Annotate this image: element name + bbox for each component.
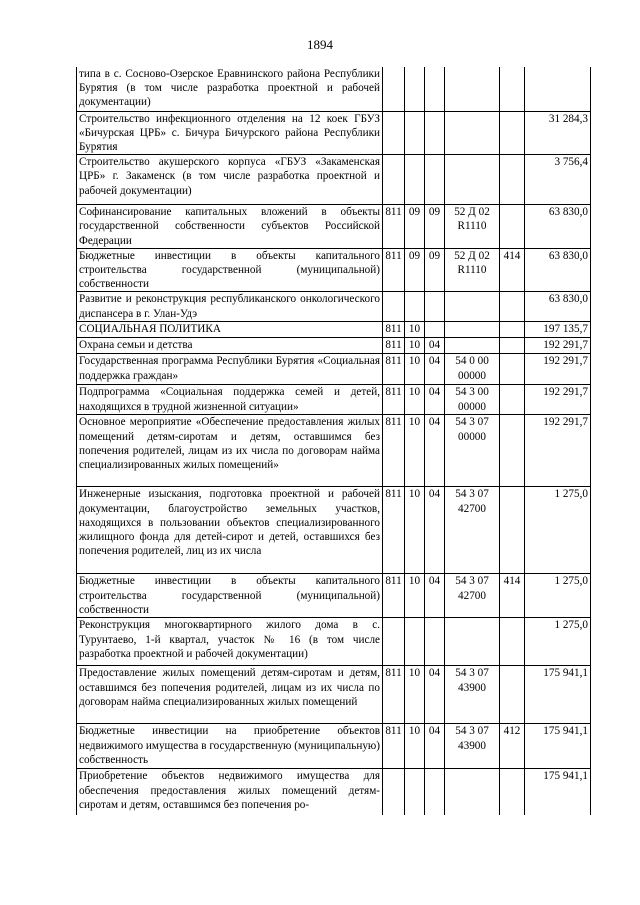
- cell-ministry: 811: [383, 415, 405, 487]
- cell-name: Реконструкция многоквартирного жилого дома в с. Турунтаево, 1-й квартал, участок № 16 (в том числе разработка проектной и рабочей документации): [77, 618, 383, 666]
- cell-target: [445, 338, 500, 354]
- cell-section: 10: [405, 385, 425, 415]
- cell-section: [405, 111, 425, 155]
- cell-target: [445, 292, 500, 322]
- table-row: [77, 292, 591, 322]
- cell-target: [445, 618, 500, 666]
- cell-target: 54 0 00 00000: [445, 354, 500, 385]
- cell-ministry: [383, 769, 405, 815]
- cell-section: 10: [405, 724, 425, 769]
- cell-subsection: [425, 322, 445, 338]
- cell-target: [445, 67, 500, 111]
- cell-target: [445, 769, 500, 815]
- cell-ministry: [383, 67, 405, 111]
- cell-expense-type: [500, 487, 525, 574]
- cell-expense-type: [500, 666, 525, 724]
- cell-ministry: 811: [383, 487, 405, 574]
- budget-table-body: [77, 67, 591, 815]
- cell-subsection: 04: [425, 724, 445, 769]
- cell-amount: 1 275,0: [525, 574, 591, 618]
- cell-ministry: [383, 618, 405, 666]
- cell-ministry: 811: [383, 338, 405, 354]
- cell-subsection: [425, 618, 445, 666]
- cell-ministry: 811: [383, 666, 405, 724]
- cell-target: [445, 322, 500, 338]
- cell-name: Государственная программа Республики Бурятия «Социальная поддержка граждан»: [77, 354, 383, 385]
- table-row: [77, 248, 591, 292]
- cell-amount: 175 941,1: [525, 666, 591, 724]
- cell-subsection: 09: [425, 248, 445, 292]
- cell-target: 52 Д 02 R1110: [445, 248, 500, 292]
- cell-subsection: 09: [425, 205, 445, 249]
- cell-name: Основное мероприятие «Обеспечение предоставления жилых помещений детям-сиротам и детям, оставшимся без попечения родителей, лицам из их числа по договорам найма специализированных жилых помещений»: [77, 415, 383, 487]
- cell-amount: 175 941,1: [525, 769, 591, 815]
- cell-ministry: 811: [383, 205, 405, 249]
- table-row: [77, 769, 591, 815]
- cell-target: 54 3 07 00000: [445, 415, 500, 487]
- cell-name: Охрана семьи и детства: [77, 338, 383, 354]
- cell-subsection: 04: [425, 487, 445, 574]
- cell-subsection: 04: [425, 354, 445, 385]
- cell-target: [445, 111, 500, 155]
- cell-name: Бюджетные инвестиции на приобретение объектов недвижимого имущества в государственную (муниципальную) собственность: [77, 724, 383, 769]
- cell-amount: 1 275,0: [525, 487, 591, 574]
- cell-name: типа в с. Сосново-Озерское Еравнинского района Республики Бурятия (в том числе разработка проектной и рабочей документации): [77, 67, 383, 111]
- table-row: [77, 724, 591, 769]
- cell-amount: 63 830,0: [525, 205, 591, 249]
- cell-subsection: 04: [425, 666, 445, 724]
- cell-target: [445, 155, 500, 205]
- cell-section: 10: [405, 487, 425, 574]
- cell-expense-type: [500, 67, 525, 111]
- cell-name: Бюджетные инвестиции в объекты капитального строительства государственной (муниципальной) собственности: [77, 574, 383, 618]
- budget-table: [76, 67, 591, 815]
- cell-section: 09: [405, 248, 425, 292]
- cell-expense-type: [500, 322, 525, 338]
- cell-subsection: [425, 769, 445, 815]
- cell-target: 54 3 00 00000: [445, 385, 500, 415]
- cell-name: Подпрограмма «Социальная поддержка семей и детей, находящихся в трудной жизненной ситуации»: [77, 385, 383, 415]
- table-row: [77, 354, 591, 385]
- cell-expense-type: [500, 415, 525, 487]
- cell-name: Развитие и реконструкция республиканского онкологического диспансера в г. Улан-Удэ: [77, 292, 383, 322]
- cell-ministry: [383, 292, 405, 322]
- cell-amount: 3 756,4: [525, 155, 591, 205]
- cell-amount: 1 275,0: [525, 618, 591, 666]
- table-row: [77, 415, 591, 487]
- cell-section: [405, 67, 425, 111]
- cell-amount: 63 830,0: [525, 292, 591, 322]
- cell-section: [405, 292, 425, 322]
- cell-ministry: 811: [383, 354, 405, 385]
- cell-ministry: 811: [383, 322, 405, 338]
- cell-section: [405, 769, 425, 815]
- page-number: 1894: [307, 37, 333, 52]
- table-row: [77, 322, 591, 338]
- cell-name: Инженерные изыскания, подготовка проектной и рабочей документации, благоустройство земельных участков, находящихся в пользовании объектов специализированного жилищного фонда для детей-сирот и детей, оставшихся без попечения родителей, лиц из их числа: [77, 487, 383, 574]
- cell-amount: [525, 67, 591, 111]
- cell-amount: 192 291,7: [525, 385, 591, 415]
- table-row: [77, 385, 591, 415]
- cell-expense-type: [500, 205, 525, 249]
- cell-subsection: [425, 155, 445, 205]
- cell-name: СОЦИАЛЬНАЯ ПОЛИТИКА: [77, 322, 383, 338]
- cell-target: 54 3 07 42700: [445, 487, 500, 574]
- cell-target: 52 Д 02 R1110: [445, 205, 500, 249]
- table-row: [77, 338, 591, 354]
- cell-section: [405, 618, 425, 666]
- cell-expense-type: [500, 618, 525, 666]
- cell-amount: 192 291,7: [525, 338, 591, 354]
- cell-name: Предоставление жилых помещений детям-сиротам и детям, оставшимся без попечения родителей, лицам из их числа по договорам найма специализированных жилых помещений: [77, 666, 383, 724]
- table-row: [77, 155, 591, 205]
- cell-subsection: 04: [425, 385, 445, 415]
- cell-subsection: [425, 292, 445, 322]
- table-row: [77, 574, 591, 618]
- cell-expense-type: [500, 769, 525, 815]
- cell-expense-type: [500, 292, 525, 322]
- cell-expense-type: 414: [500, 248, 525, 292]
- cell-subsection: [425, 111, 445, 155]
- cell-name: Приобретение объектов недвижимого имущества для обеспечения предоставления жилых помещений детям-сиротам и детям, оставшимся без попечения ро-: [77, 769, 383, 815]
- cell-ministry: 811: [383, 724, 405, 769]
- cell-section: 10: [405, 322, 425, 338]
- cell-ministry: 811: [383, 574, 405, 618]
- cell-expense-type: [500, 338, 525, 354]
- cell-section: 10: [405, 666, 425, 724]
- cell-amount: 192 291,7: [525, 354, 591, 385]
- cell-ministry: 811: [383, 385, 405, 415]
- cell-target: 54 3 07 43900: [445, 724, 500, 769]
- cell-amount: 197 135,7: [525, 322, 591, 338]
- cell-expense-type: [500, 354, 525, 385]
- cell-amount: 192 291,7: [525, 415, 591, 487]
- cell-ministry: [383, 111, 405, 155]
- cell-ministry: [383, 155, 405, 205]
- cell-expense-type: 414: [500, 574, 525, 618]
- table-row: [77, 487, 591, 574]
- cell-section: 10: [405, 354, 425, 385]
- cell-expense-type: [500, 111, 525, 155]
- cell-expense-type: 412: [500, 724, 525, 769]
- cell-amount: 63 830,0: [525, 248, 591, 292]
- cell-subsection: 04: [425, 415, 445, 487]
- cell-expense-type: [500, 155, 525, 205]
- cell-amount: 175 941,1: [525, 724, 591, 769]
- cell-name: Строительство инфекционного отделения на 12 коек ГБУЗ «Бичурская ЦРБ» с. Бичура Бичурского района Республики Бурятия: [77, 111, 383, 155]
- cell-name: Софинансирование капитальных вложений в объекты государственной собственности субъектов Российской Федерации: [77, 205, 383, 249]
- cell-target: 54 3 07 42700: [445, 574, 500, 618]
- cell-section: 10: [405, 415, 425, 487]
- cell-section: 10: [405, 574, 425, 618]
- cell-subsection: [425, 67, 445, 111]
- table-row: [77, 666, 591, 724]
- cell-target: 54 3 07 43900: [445, 666, 500, 724]
- cell-section: 10: [405, 338, 425, 354]
- cell-section: 09: [405, 205, 425, 249]
- cell-expense-type: [500, 385, 525, 415]
- cell-subsection: 04: [425, 574, 445, 618]
- cell-section: [405, 155, 425, 205]
- cell-ministry: 811: [383, 248, 405, 292]
- cell-name: Бюджетные инвестиции в объекты капитального строительства государственной (муниципальной) собственности: [77, 248, 383, 292]
- table-row: [77, 111, 591, 155]
- table-row: [77, 618, 591, 666]
- table-row: [77, 67, 591, 111]
- cell-subsection: 04: [425, 338, 445, 354]
- table-row: [77, 205, 591, 249]
- cell-amount: 31 284,3: [525, 111, 591, 155]
- cell-name: Строительство акушерского корпуса «ГБУЗ «Закаменская ЦРБ» г. Закаменск (в том числе разработка проектной и рабочей документации): [77, 155, 383, 205]
